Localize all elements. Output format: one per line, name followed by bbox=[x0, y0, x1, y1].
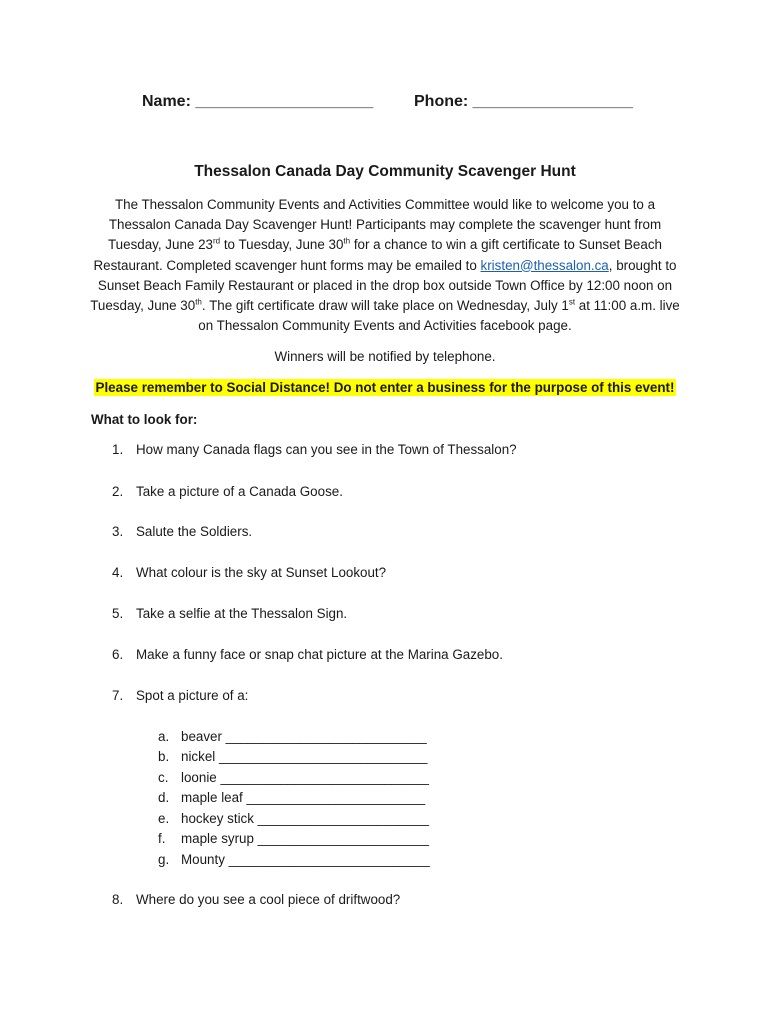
spot-letter: d. bbox=[158, 790, 170, 805]
intro-text-4: , brought to Sunset Beach Family Restaurant or placed in the drop box outside Town Office by 12:00 noon on Tuesday, June 30 bbox=[90, 257, 677, 314]
intro-sup-3: th bbox=[195, 297, 202, 307]
name-field-label[interactable]: Name: ____________________ bbox=[142, 93, 374, 110]
question-item bbox=[112, 606, 347, 621]
email-link[interactable]: kristen@thessalon.ca bbox=[480, 257, 609, 273]
spot-letter: a. bbox=[158, 729, 170, 744]
spot-text: nickel ____________________________ bbox=[181, 749, 428, 764]
name-phone-row bbox=[0, 93, 770, 117]
intro-text-6: at 11:00 a.m. live on Thessalon Community Events and Activities facebook page. bbox=[198, 298, 680, 334]
highlighted-notice: Please remember to Social Distance! Do not enter a business for the purpose of this event! bbox=[95, 380, 675, 395]
question-number: 1. bbox=[112, 442, 124, 457]
question-text: Make a funny face or snap chat picture at the Marina Gazebo. bbox=[136, 647, 503, 662]
spot-item[interactable] bbox=[158, 831, 429, 846]
spot-item[interactable] bbox=[158, 852, 430, 867]
question-item bbox=[112, 647, 503, 662]
question-number: 3. bbox=[112, 524, 124, 539]
question-number: 7. bbox=[112, 688, 124, 703]
question-item bbox=[112, 892, 400, 907]
spot-letter: g. bbox=[158, 852, 170, 867]
intro-text-3: for a chance to win a gift certificate to Sunset Beach Restaurant. Completed scavenger hunt forms may be emailed to bbox=[93, 237, 662, 273]
question-text: Where do you see a cool piece of driftwood? bbox=[136, 892, 401, 907]
spot-item[interactable] bbox=[158, 770, 429, 785]
spot-text: loonie ____________________________ bbox=[181, 770, 429, 785]
spot-letter: b. bbox=[158, 749, 170, 764]
spot-letter: f. bbox=[158, 831, 166, 846]
spot-item[interactable] bbox=[158, 811, 429, 826]
spot-letter: c. bbox=[158, 770, 169, 785]
question-item bbox=[112, 565, 386, 580]
phone-field-label[interactable]: Phone: __________________ bbox=[414, 93, 633, 110]
spot-text: maple leaf ________________________ bbox=[181, 790, 426, 805]
spot-item[interactable] bbox=[158, 729, 427, 744]
intro-text-1: The Thessalon Community Events and Activities Committee would like to welcome you to a Thessalon Canada Day Scavenger Hunt! Participants may complete the scavenger hunt from Tuesday, June 23 bbox=[108, 197, 662, 253]
spot-text: maple syrup _______________________ bbox=[181, 831, 429, 846]
spot-text: Mounty ___________________________ bbox=[181, 852, 430, 867]
question-text: Spot a picture of a: bbox=[136, 688, 249, 703]
question-item bbox=[112, 688, 248, 703]
question-item bbox=[112, 442, 517, 457]
question-number: 8. bbox=[112, 892, 124, 907]
question-text: Salute the Soldiers. bbox=[136, 524, 253, 539]
question-text: Take a selfie at the Thessalon Sign. bbox=[136, 606, 348, 621]
question-item bbox=[112, 484, 343, 499]
document-title: Thessalon Canada Day Community Scavenger Hunt bbox=[194, 163, 576, 180]
intro-sup-4: st bbox=[568, 297, 576, 307]
spot-text: hockey stick _______________________ bbox=[181, 811, 429, 826]
intro-text-5: . The gift certificate draw will take place on Wednesday, July 1 bbox=[201, 298, 569, 314]
question-number: 2. bbox=[112, 484, 124, 499]
what-to-look-for-heading: What to look for: bbox=[91, 412, 198, 427]
intro-paragraph bbox=[86, 195, 684, 336]
social-distance-notice bbox=[0, 380, 770, 395]
question-text: What colour is the sky at Sunset Lookout? bbox=[136, 565, 387, 580]
winners-note: Winners will be notified by telephone. bbox=[274, 349, 496, 364]
spot-text: beaver ___________________________ bbox=[181, 729, 427, 744]
intro-sup-1: rd bbox=[212, 236, 221, 246]
question-text: How many Canada flags can you see in the Town of Thessalon? bbox=[136, 442, 517, 457]
spot-item[interactable] bbox=[158, 790, 425, 805]
question-number: 5. bbox=[112, 606, 124, 621]
spot-item[interactable] bbox=[158, 749, 427, 764]
intro-text-2: to Tuesday, June 30 bbox=[220, 237, 344, 253]
question-item bbox=[112, 524, 252, 539]
intro-sup-2: th bbox=[343, 236, 351, 246]
question-text: Take a picture of a Canada Goose. bbox=[136, 484, 343, 499]
question-number: 4. bbox=[112, 565, 124, 580]
spot-letter: e. bbox=[158, 811, 170, 826]
question-number: 6. bbox=[112, 647, 124, 662]
